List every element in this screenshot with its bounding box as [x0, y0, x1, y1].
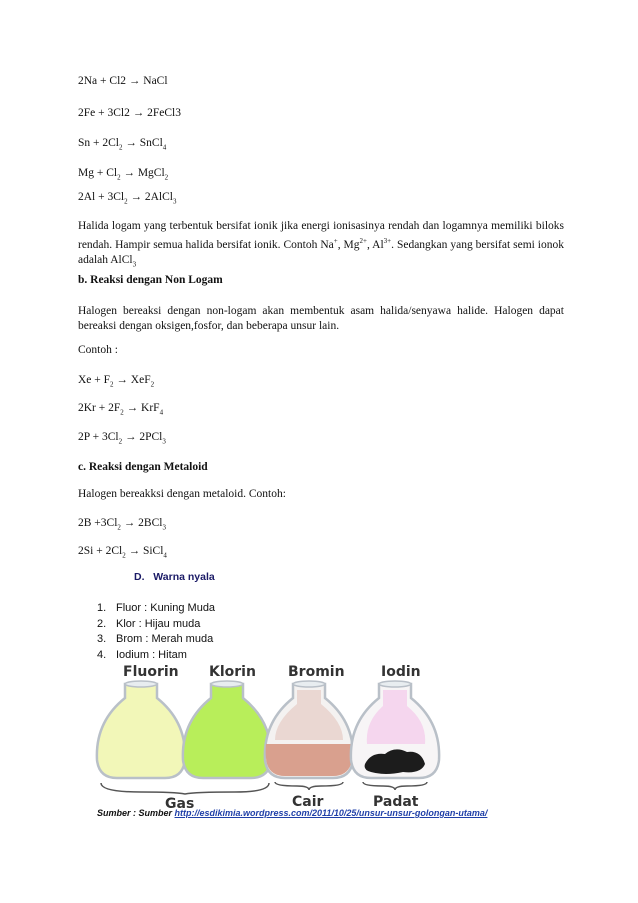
section-heading-c: c. Reaksi dengan Metaloid: [78, 461, 208, 473]
cair-bracket: [275, 782, 343, 790]
list-item: 2. Klor : Hijau muda: [97, 617, 201, 630]
equation-line: $Xe + F_2 \to XeF_2$: [78, 374, 155, 389]
paragraph-metaloid: Halogen bereakksi dengan metaloid. Contoh:: [78, 488, 286, 500]
equation-line: $2Kr + 2F_2 \to KrF_4$: [78, 402, 164, 417]
flask-label-bromin: Bromin: [288, 664, 345, 680]
list-item: 1. Fluor : Kuning Muda: [97, 602, 216, 614]
equation-line: 2Fe + 3Cl2 → 2FeCl3: [78, 107, 181, 119]
flask-label-iodin: Iodin: [381, 664, 421, 680]
equation-line: $2Si + 2Cl_2$ → SiCl$_4$: [78, 545, 167, 560]
flask-klorin: [183, 681, 271, 778]
flask-label-klorin: Klorin: [209, 664, 256, 680]
gas-bracket: [101, 783, 269, 794]
equation-line: $2Al + 3Cl_2$ → 2AlCl$_3$: [78, 191, 177, 206]
contoh-label: Contoh :: [78, 344, 118, 356]
padat-bracket: [363, 782, 427, 790]
flame-color-list: [97, 602, 215, 664]
section-heading-b: b. Reaksi dengan Non Logam: [78, 274, 223, 286]
source-citation: Sumber : Sumber http://esdikimia.wordpress.com/2011/10/25/unsur-unsur-golongan-utama/: [97, 808, 488, 818]
equation-line: $2B +3Cl_2 \to 2BCl_3$: [78, 517, 166, 532]
state-label-gas: Gas: [165, 796, 195, 810]
state-label-cair: Cair: [292, 794, 324, 810]
flask-label-fluorin: Fluorin: [123, 664, 179, 680]
flask-fluorin: [97, 681, 185, 778]
list-item: 4. Iodium : Hitam: [97, 648, 187, 661]
section-heading-d: D. Warna nyala: [134, 571, 215, 583]
flask-bromin: [265, 681, 353, 778]
equation-line: 2Na + Cl2 → NaCl: [78, 75, 168, 87]
equation-line: $Mg + Cl_2$ → MgCl$_2$: [78, 167, 169, 182]
equation-line: $Sn + 2Cl_2$ → SnCl$_4$: [78, 137, 167, 152]
paragraph-halida: Halida logam yang terbentuk bersifat ionik jika energi ionisasinya rendah dan logamnya memiliki biloks rendah. Hampir semua halida bersifat ionik. Contoh Na+, $Mg^{2+}$, $Al^{3+}$. Sedangkan yang bersifat semi ionok adalah AlCl$_3$: [78, 220, 564, 269]
flask-iodin: [351, 681, 439, 778]
equation-line: $2P + 3Cl_2 \to 2PCl_3$: [78, 431, 166, 446]
state-label-padat: Padat: [373, 794, 419, 810]
source-link[interactable]: http://esdikimia.wordpress.com/2011/10/25/unsur-unsur-golongan-utama/: [174, 808, 488, 818]
paragraph-nonlogam: Halogen bereaksi dengan non-logam akan membentuk asam halida/senyawa halide. Halogen dapat bereaksi dengan oksigen,fosfor, dan beberapa unsur lain.: [78, 305, 564, 332]
halogen-flasks-figure: [85, 660, 485, 810]
list-item: 3. Brom : Merah muda: [97, 633, 214, 645]
